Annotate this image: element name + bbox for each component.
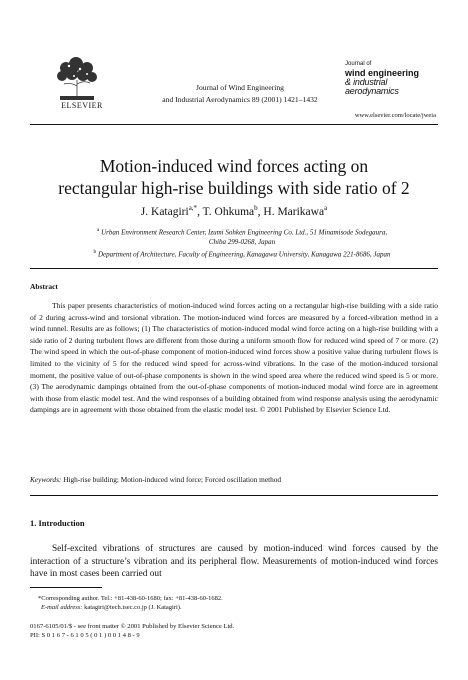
journal-url: www.elsevier.com/locate/jweia: [354, 112, 436, 119]
affiliation-b: [52, 247, 432, 259]
journal-citation: [120, 82, 360, 106]
affil-a-line2: Chiba 299-0268, Japan: [208, 238, 276, 247]
corresponding-author-note: *Corresponding author. Tel.: +81-438-60-1680; fax: +81-438-60-1682.: [38, 595, 223, 602]
abstract-heading: Abstract: [30, 282, 58, 291]
author-1-affil: a,*: [188, 204, 198, 212]
journal-name: Journal of Wind Engineering: [196, 83, 284, 92]
journal-logo: [345, 60, 425, 96]
abstract-top-rule: [30, 268, 438, 269]
author-list: J. Katagiri$^{a,*}$, T. Ohkuma$^b$, H. Marikawa$^a$: [140, 204, 328, 218]
affil-b-text: Department of Architecture, Faculty of Engineering, Kanagawa University, Kanagawa 221-8686, Japan: [97, 250, 391, 259]
footnote-rule: [30, 587, 102, 588]
title-line-2: rectangular high-rise buildings with side ratio of 2: [58, 178, 410, 198]
keywords-label: Keywords:: [30, 475, 62, 484]
header-rule: [30, 124, 438, 125]
journal-volume: and Industrial Aerodynamics 89 (2001) 1421–1432: [162, 95, 318, 104]
copyright-footer: [30, 622, 438, 640]
pii-line: PII: S 0 1 6 7 - 6 1 0 5 ( 0 1 ) 0 0 1 4 8 - 9: [30, 632, 140, 639]
abstract-text: This paper presents characteristics of motion-induced wind forces acting on a rectangular high-rise building with a side ratio of 2 during across-wind and torsional vibration. The motion-induced wind forces are measured by a forced-vibration method in a wind tunnel. Results are as follows; (1) The characteristics of motion-induced modal wind force acting on a high-rise building with a side ratio of 2 during turbulent flows are different from those during a uniform smooth flow for reduced wind speed of 7 or more. (2) The wind speed in which the out-of-phase component of motion-induced wind forces show a positive value during turbulent flows is limited to the vicinity of 5 for the reduced wind speed for across-wind vibrations. In the case of the motion-induced torsional moment, the positive value of out-of-phase components is shown in the wind speed area where the reduced wind speed is 5 or more. (3) The aerodynamic dampings obtained from the out-of-phase components of motion-induced modal wind force are in agreement with those from elastic model test. And the wind responses of a building obtained from wind response analysis using the aerodynamic dampings are in agreement with those obtained from the elastic model test. © 2001 Published by Elsevier Science Ltd.: [30, 301, 438, 415]
front-matter-line: 0167-6105/01/$ - see front matter © 2001 Published by Elsevier Science Ltd.: [30, 623, 235, 630]
journal-logo-line4: aerodynamics: [345, 86, 399, 96]
email-address: katagiri@tech.isec.co.jp (J. Katagiri).: [84, 604, 182, 611]
abstract-bottom-rule: [30, 495, 438, 496]
footnote: [30, 594, 438, 612]
author-2-affil: b: [254, 204, 258, 212]
journal-logo-line2: wind engineering: [345, 68, 420, 78]
keywords-list: High-rise building; Motion-induced wind force; Forced oscillation method: [63, 475, 282, 484]
introduction-text: Self-excited vibrations of structures are caused by motion-induced wind forces caused by the interaction of a structure’s vibration and its peripheral flow. Measurements of motion-induced wind forces have in most cases been carried out: [30, 544, 438, 580]
title-line-1: Motion-induced wind forces acting on: [99, 156, 369, 176]
elsevier-tree-logo: [52, 56, 102, 106]
email-label: E-mail address:: [41, 604, 83, 611]
author-2: T. Ohkuma: [202, 205, 255, 218]
author-3: H. Marikawa: [263, 205, 325, 218]
author-3-affil: a: [324, 204, 328, 212]
affil-a-line1: Urban Environment Research Center, Izumi Sohken Engineering Co. Ltd., 51 Minamisode Sodegaura,: [101, 228, 388, 237]
journal-logo-line1: Journal of: [345, 61, 372, 67]
article-title: [20, 155, 448, 199]
publisher-name: ELSEVIER: [61, 101, 103, 110]
section-heading-introduction: 1. Introduction: [30, 518, 85, 528]
affil-b-marker: b: [93, 249, 97, 255]
keywords: [30, 475, 438, 484]
email-note: [30, 603, 438, 612]
affiliation-a: [52, 225, 432, 247]
journal-logo-line3: & industrial: [345, 77, 388, 87]
affil-a-marker: a: [96, 227, 100, 233]
author-1: J. Katagiri: [140, 205, 189, 218]
